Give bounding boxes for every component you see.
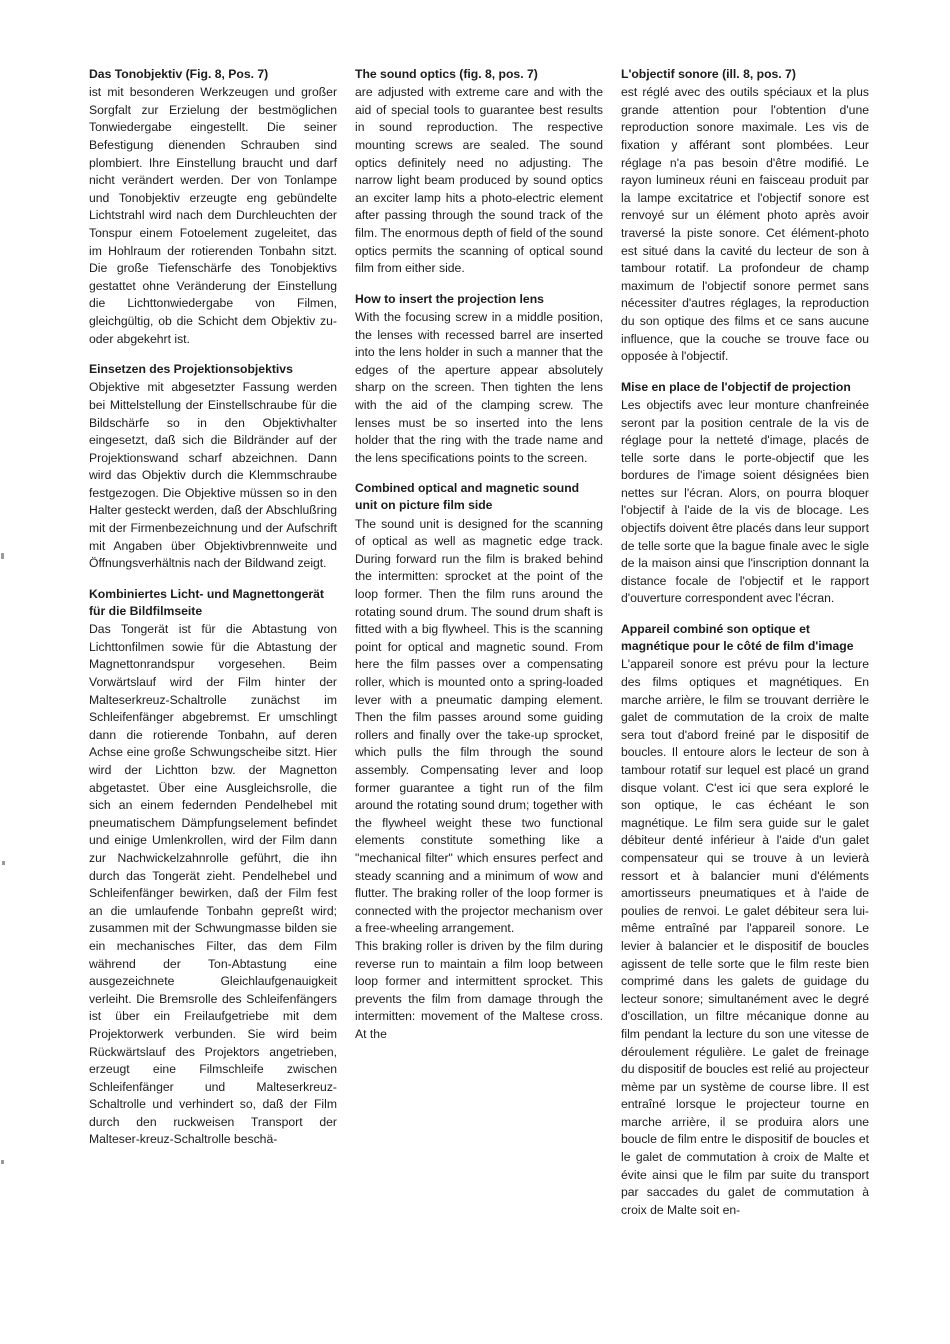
section-sound-optics-en <box>355 66 603 278</box>
section-sound-optics-de <box>89 66 337 348</box>
scan-speck <box>2 861 5 865</box>
section-insert-lens-en <box>355 291 603 468</box>
section-paragraph: est réglé avec des outils spéciaux et la plus grande attention pour l'obtention d'une reproduction sonore maximale. Les vis de fixation y afférant sont plombées. Leur réglage n'a pas besoin d'être modifié. Le rayon lumineux réuni en faisceau produit par la lampe excitatrice et l'objectif sonore est renvoyé sur un élément photo après avoir traversé la piste sonore. Cet élément-photo est situé dans la cavité du lecteur de son à tambour rotatif. La profondeur de champ maximum de l'objectif sonore permet sans nécessiter d'autres réglages, la reproduction du son optique des films et ce sans aucune influence, que la couche se trouve face ou opposée à l'objectif. <box>621 85 869 364</box>
column-english <box>355 66 603 1057</box>
scan-speck <box>1 1160 4 1164</box>
section-heading: Das Tonobjektiv (Fig. 8, Pos. 7) <box>89 67 269 81</box>
section-heading: Mise en place de l'objectif de projection <box>621 379 851 394</box>
section-heading: Appareil combiné son optique et magnétique pour le côté de film d'image <box>621 622 854 654</box>
scan-speck <box>1 553 4 559</box>
section-combined-sound-de <box>89 586 337 1149</box>
section-paragraph: ist mit besonderen Werkzeugen und großer Sorgfalt zur Erzielung der bestmöglichen Tonwiedergabe eingestellt. Die seiner Befestigung dienenden Schrauben sind plombiert. Ihre Einstellung braucht und darf nicht verändert werden. Der von Tonlampe und Tonobjektiv erzeugte eng gebündelte Lichtstrahl wird nach dem Durchleuchten der Tonspur einem Fotoelement zugeleitet, das im Hohlraum der rotierenden Tonbahn sitzt. Die große Tiefenschärfe des Tonobjektivs gestattet ohne Veränderung der Einstellung die Lichttonwiedergabe von Filmen, gleichgültig, ob die Schicht dem Objektiv zu- oder abgekehrt ist. <box>89 85 337 346</box>
section-paragraph: Objektive mit abgesetzter Fassung werden bei Mittelstellung der Einstellschraube für die Bildschärfe so in den Objektivhalter eingesetzt, daß sich die Bildränder auf der Projektionswand scharf abzeichnen. Dann wird das Objektiv durch die Klemmschraube festgezogen. Die Objektive müssen so in den Halter gesteckt werden, daß der Abschlußring mit der Firmenbezeichnung und der Aufschrift mit Angaben über Objektivbrennweite und Öffnungsverhältnis nach der Bildwand zeigt. <box>89 380 337 571</box>
section-paragraph: The sound unit is designed for the scanning of optical as well as magnetic edge track. During forward run the film is braked behind the intermitten: sprocket at the point of the loop former. Then the film runs around the rotating sound drum. The sound drum shaft is fitted with a big flywheel. This is the scanning point for optical and magnetic sound. From here the film passes over a compensating roller, which is mounted onto a spring-loaded lever with a pneumatic damping element. Then the film passes around some guiding rollers and finally over the take-up sprocket, which pulls the film through the sound assembly. Compensating lever and loop former guarantee a tight run of the film around the rotating sound drum; together with the flywheel weight these two functional elements constitute something like a "mechanical filter" which ensures perfect and steady scanning and a minimum of wow and flutter. The braking roller of the loop former is connected with the projector mechanism over a free-wheeling arrangement. <box>355 516 603 936</box>
column-german <box>89 66 337 1162</box>
section-heading: How to insert the projection lens <box>355 291 544 306</box>
section-heading: The sound optics (fig. 8, pos. 7) <box>355 67 538 81</box>
section-combined-sound-en <box>355 480 603 1043</box>
column-french <box>621 66 869 1232</box>
section-combined-sound-fr <box>621 621 869 1219</box>
section-insert-lens-fr <box>621 379 869 608</box>
section-paragraph: With the focusing screw in a middle position, the lenses with recessed barrel are inserted into the lens holder in such a manner that the edges of the aperture appear absolutely sharp on the screen. Then tighten the lens with the aid of the clamping screw. The lenses must be so inserted into the lens holder that the ring with the trade name and the lens specifications points to the screen. <box>355 309 603 465</box>
section-heading: Kombiniertes Licht- und Magnettongerät für die Bildfilmseite <box>89 586 324 619</box>
section-sound-optics-fr <box>621 66 869 366</box>
section-insert-lens-de <box>89 361 337 573</box>
section-heading: L'objectif sonore (ill. 8, pos. 7) <box>621 67 796 81</box>
section-paragraph: This braking roller is driven by the film during reverse run to maintain a film loop between loop former and intermittent sprocket. This prevents the film from damage through the intermitten: movement of the Maltese cross. At the <box>355 938 603 1041</box>
section-heading: Einsetzen des Projektionsobjektivs <box>89 362 293 377</box>
section-paragraph: are adjusted with extreme care and with the aid of special tools to guarantee best results in sound reproduction. The respective mounting screws are sealed. The sound optics definitely need no adjusting. The narrow light beam produced by sound optics an exciter lamp hits a photo-electric element after passing through the sound track of the film. The enormous depth of field of the sound optics permits the scanning of optical sound film from either side. <box>355 85 603 276</box>
section-paragraph: L'appareil sonore est prévu pour la lecture des films optiques et magnétiques. En marche arrière, le film se trouvant derrière le galet de commutation de la croix de malte sera tout d'abord freiné par le dispositif de boucles. Il entoure alors le lecteur de son à tambour rotatif sur lequel est placé un grand disque volant. C'est ici que sera exploré le son optique, le cas échéant le son magnétique. Le film sera guide sur le galet débiteur denté inférieur à l'aide d'un galet compensateur qui se trouve à un levierà ressort et à balancier muni d'éléments amortisseurs pneumatiques et à l'aide de poulies de renvoi. Le galet débiteur sera lui-même entraîné par l'appareil sonore. Le levier à balancier et le dispositif de boucles agissent de telle sorte que le film reste bien comprimé dans les galets de guidage du lecteur sonore; simultanément avec le degré d'oscillation, un filtre mécanique donne au film pendant la lecture du son une vitesse de déroulement régulière. Le galet de freinage du dispositif de boucles est relié au projecteur mème par un système de course libre. Il est entraîné lorsque le projecteur tourne en marche arrière, il se produira alors une boucle de film entre le dispositif de boucles et le galet de commutation à croix de Malte et évite ainsi que le film par suite du transport par saccades du galet de commutation à croix de Malte soit en- <box>621 657 869 1217</box>
section-paragraph: Das Tongerät ist für die Abtastung von Lichttonfilmen sowie für die Abtastung der Magnettonrandspur vorgesehen. Beim Vorwärtslauf wird der Film hinter der Malteserkreuz-Schaltrolle zunächst im Schleifenfänger abgebremst. Er umschlingt dann die rotierende Tonbahn, auf deren Achse eine große Schwungscheibe sitzt. Hier wird der Lichtton bzw. der Magnetton abgetastet. Über eine Ausgleichsrolle, die sich an einem federnden Pendelhebel mit pneumatischem Dämpfungselement befindet und einige Umlenkrollen, wird der Film dann zur Nachwickelzahnrolle geführt, die ihn durch das Tongerät zieht. Pendelhebel und Schleifenfänger bewirken, daß der Film fest an die umlaufende Tonbahn gepreßt wird; zusammen mit der Schwungmasse bilden sie ein mechanisches Filter, das dem Film während der Ton-Abtastung eine ausgezeichnete Gleichlaufgenauigkeit verleiht. Die Bremsrolle des Schleifenfängers ist über ein Freilaufgetriebe mit dem Projektorwerk verbunden. Sie wird beim Rückwärtslauf des Projektors angetrieben, erzeugt eine Filmschleife zwischen Schleifenfänger und Malteserkreuz-Schaltrolle und verhindert so, daß der Film durch den ruckweisen Transport der Malteser-kreuz-Schaltrolle beschä- <box>89 622 337 1147</box>
section-heading: Combined optical and magnetic sound unit on picture film side <box>355 481 580 513</box>
section-paragraph: Les objectifs avec leur monture chanfreinée seront par la position centrale de la vis de réglage pour la netteté d'image, placés de telle sorte dans le porte-objectif que les bordures de l'image soient désignées bien nettes sur l'écran. Alors, on pourra bloquer l'objectif à l'aide de la vis de blocage. Les objectifs doivent être placés dans leur support de telle sorte que la bague finale avec le sigle de la maison ainsi que l'inscription donnant la distance focale de l'objectif et le rapport d'ouverture correspondent avec l'écran. <box>621 397 869 606</box>
